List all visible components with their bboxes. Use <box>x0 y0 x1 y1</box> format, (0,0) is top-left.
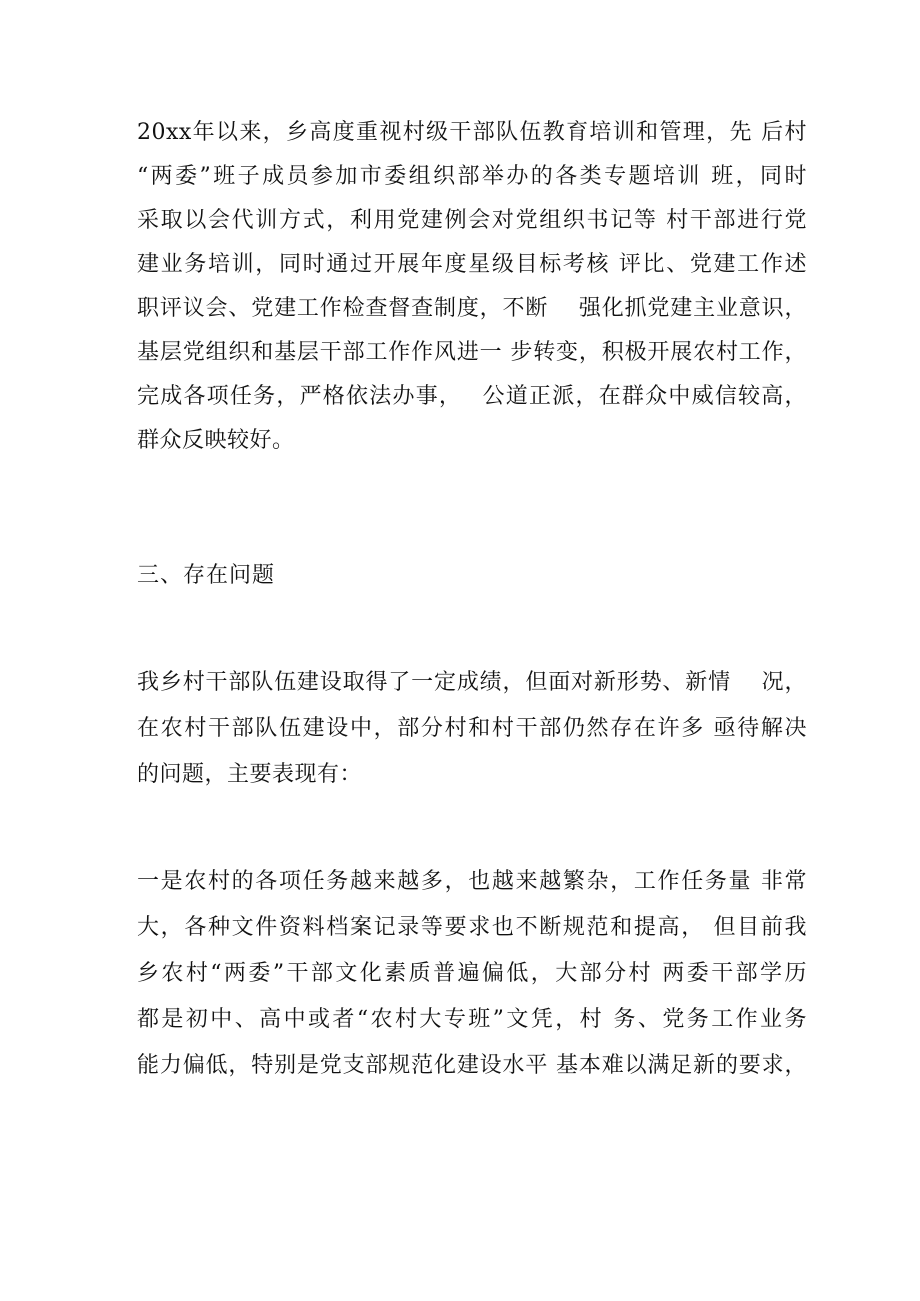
paragraph-line: 都是初中、高中或者“农村大专班”文凭，村 务、党务工作业务 <box>137 1007 807 1032</box>
paragraph-line: 我乡村干部队伍建设取得了一定成绩，但面对新形势、新情 况， <box>137 670 807 695</box>
paragraph-line: 乡农村“两委”干部文化素质普遍偏低，大部分村 两委干部学历 <box>137 961 807 986</box>
paragraph-line: 完成各项任务，严格依法办事， 公道正派，在群众中威信较高， <box>137 384 807 409</box>
paragraph-line: 的问题，主要表现有： <box>137 762 363 787</box>
paragraph-line: “两委”班子成员参加市委组织部举办的各类专题培训 班，同时 <box>137 164 807 189</box>
paragraph-line: 群众反映较好。 <box>137 428 295 453</box>
paragraph-line: 能力偏低，特别是党支部规范化建设水平 基本难以满足新的要求， <box>137 1053 807 1078</box>
section-heading: 三、存在问题 <box>137 563 276 588</box>
paragraph-line: 20xx年以来，乡高度重视村级干部队伍教育培训和管理，先 后村 <box>137 120 807 145</box>
paragraph-line: 职评议会、党建工作检查督查制度，不断 强化抓党建主业意识， <box>137 296 807 321</box>
paragraph-line: 大，各种文件资料档案记录等要求也不断规范和提高， 但目前我 <box>137 915 807 940</box>
paragraph-line: 基层党组织和基层干部工作作风进一 步转变，积极开展农村工作， <box>137 340 807 365</box>
paragraph-line: 建业务培训，同时通过开展年度星级目标考核 评比、党建工作述 <box>137 252 807 277</box>
paragraph-line: 在农村干部队伍建设中，部分村和村干部仍然存在许多 亟待解决 <box>137 716 807 741</box>
paragraph-line: 一是农村的各项任务越来越多，也越来越繁杂，工作任务量 非常 <box>137 869 807 894</box>
paragraph-line: 采取以会代训方式，利用党建例会对党组织书记等 村干部进行党 <box>137 208 807 233</box>
